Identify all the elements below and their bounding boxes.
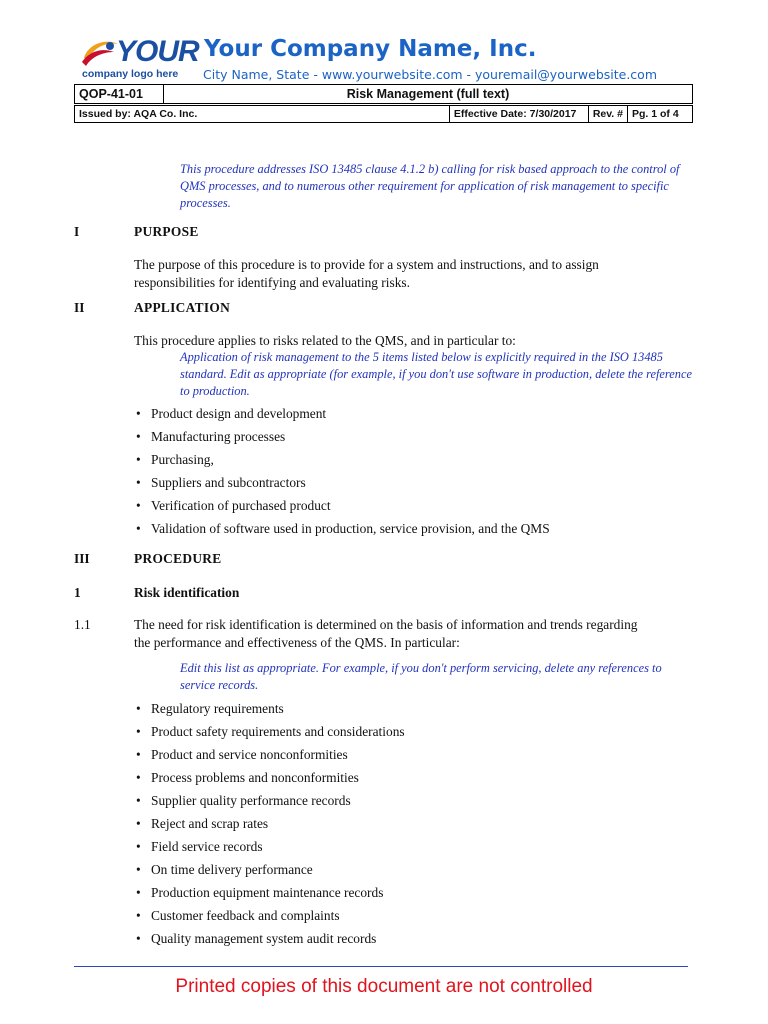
subsection-number: 1 xyxy=(74,585,81,600)
list-item: • Process problems and nonconformities xyxy=(136,770,359,785)
list-item: • Field service records xyxy=(136,839,263,854)
list-item: • Validation of software used in production, service provision, and the QMS xyxy=(136,521,550,536)
page-number: Pg. 1 of 4 xyxy=(628,106,693,123)
effective-date: Effective Date: 7/30/2017 xyxy=(449,106,588,123)
company-logo xyxy=(80,35,199,80)
list-item: • On time delivery performance xyxy=(136,862,313,877)
revision: Rev. # xyxy=(588,106,627,123)
subsection-title: Risk identification xyxy=(134,585,240,600)
list-item: • Supplier quality performance records xyxy=(136,793,351,808)
doc-title: Risk Management (full text) xyxy=(164,85,693,104)
application-text: This procedure applies to risks related to the QMS, and in particular to: xyxy=(134,333,516,348)
list-item: • Customer feedback and complaints xyxy=(136,908,340,923)
footer-divider xyxy=(74,966,688,967)
list-item: • Purchasing, xyxy=(136,452,214,467)
section-number: III xyxy=(74,551,90,566)
footer-notice: Printed copies of this document are not controlled xyxy=(175,976,593,997)
list-item: • Production equipment maintenance records xyxy=(136,885,384,900)
list-item: • Verification of purchased product xyxy=(136,498,331,513)
issued-by: Issued by: AQA Co. Inc. xyxy=(75,106,450,123)
section-title-purpose: PURPOSE xyxy=(134,224,199,239)
purpose-text: The purpose of this procedure is to provide for a system and instructions, and to assign responsibilities for identifying and evaluating risks. xyxy=(134,257,599,290)
intro-note: This procedure addresses ISO 13485 clause 4.1.2 b) calling for risk based approach to the control of QMS processes, and to numerous other requirement for application of risk management to specific processes. xyxy=(180,162,680,210)
section-title-application: APPLICATION xyxy=(134,300,231,315)
doc-id: QOP-41-01 xyxy=(75,85,164,104)
application-note: Application of risk management to the 5 items listed below is explicitly required in the ISO 13485 standard. Edit as appropriate (for example, if you don't use software in production, delete the reference to production. xyxy=(180,350,692,398)
company-name: Your Company Name, Inc. xyxy=(204,36,537,62)
list-item: • Quality management system audit records xyxy=(136,931,377,946)
paragraph-number: 1.1 xyxy=(74,617,91,632)
list-item: • Reject and scrap rates xyxy=(136,816,269,831)
list-item: • Product and service nonconformities xyxy=(136,747,348,762)
section-number: II xyxy=(74,300,85,315)
company-contact: City Name, State - www.yourwebsite.com - youremail@yourwebsite.com xyxy=(203,67,658,82)
list-item: • Manufacturing processes xyxy=(136,429,286,444)
logo-subtitle: company logo here xyxy=(82,68,179,80)
paragraph-text: The need for risk identification is determined on the basis of information and trends regarding the performance and effectiveness of the QMS. In particular: xyxy=(134,617,638,650)
section-number: I xyxy=(74,224,80,239)
list-item: • Product safety requirements and considerations xyxy=(136,724,405,739)
paragraph-note: Edit this list as appropriate. For example, if you don't perform servicing, delete any references to service records. xyxy=(180,661,662,692)
logo-wordmark: YOUR xyxy=(116,35,199,68)
doc-header-row-1 xyxy=(74,84,693,104)
swoosh-icon xyxy=(80,36,120,70)
list-item: • Product design and development xyxy=(136,406,327,421)
doc-header-row-2 xyxy=(74,105,693,123)
list-item: • Suppliers and subcontractors xyxy=(136,475,306,490)
list-item: • Regulatory requirements xyxy=(136,701,284,716)
section-title-procedure: PROCEDURE xyxy=(134,551,222,566)
